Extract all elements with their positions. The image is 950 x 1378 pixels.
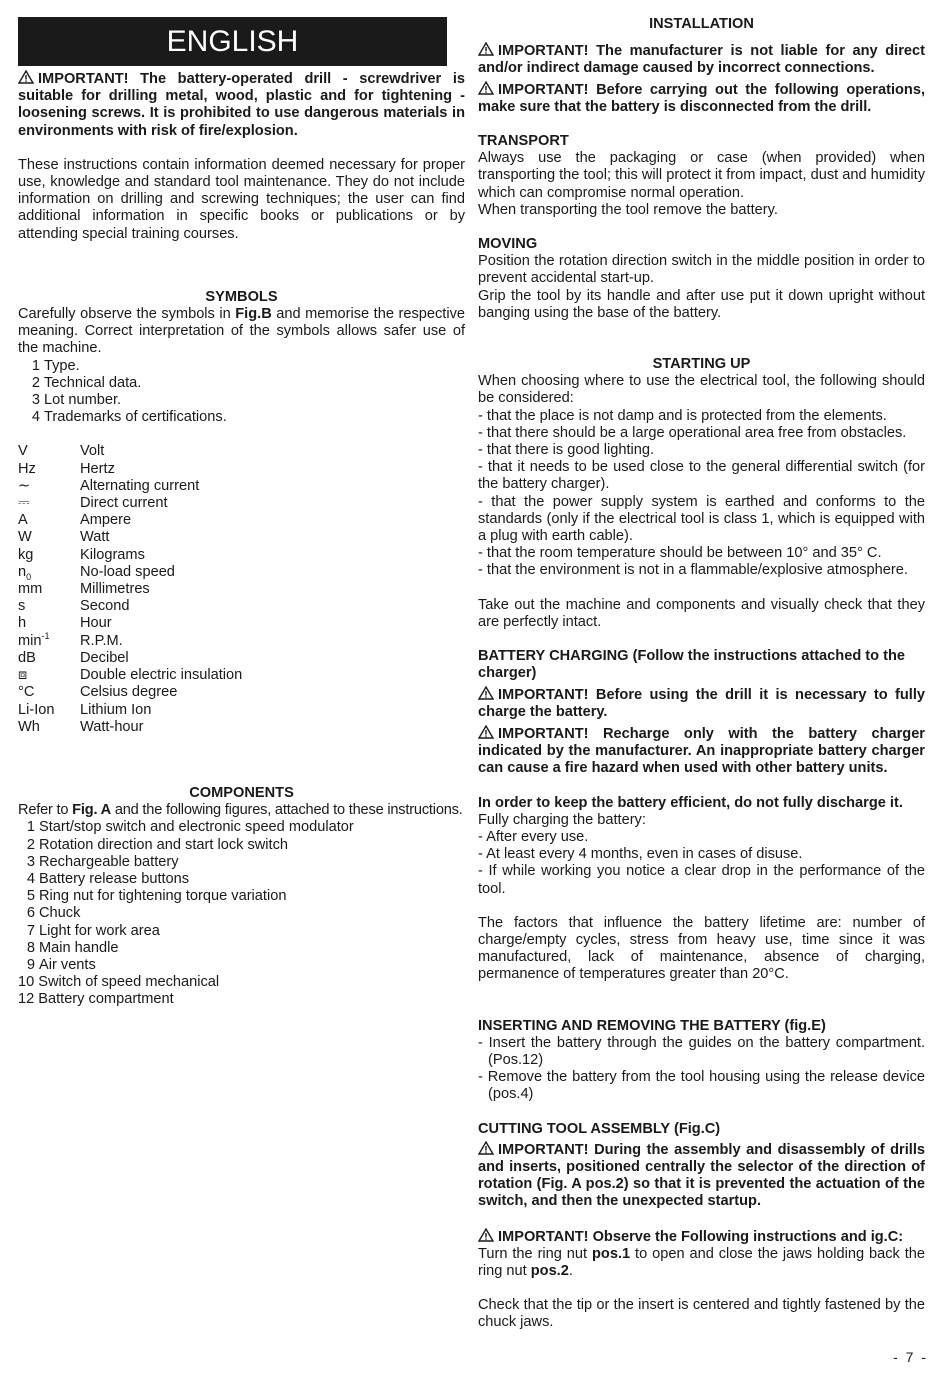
installation-heading: INSTALLATION xyxy=(649,16,754,32)
component-item xyxy=(18,940,465,957)
component-text: Rotation direction and start lock switch xyxy=(39,836,289,853)
warning-icon xyxy=(478,686,494,700)
unit-meaning: Double electric insulation xyxy=(80,667,243,684)
unit-row xyxy=(18,719,465,736)
unit-symbol-text: n xyxy=(18,563,27,580)
unit-symbol xyxy=(18,443,80,460)
component-item xyxy=(18,905,465,922)
charging-warning-2: IMPORTANT! Recharge only with the battery charger indicated by the manufacturer. An inappropriate battery charger can cause a fire hazard when used with other battery units. xyxy=(478,725,925,777)
unit-row xyxy=(18,581,465,598)
page-number: - 7 - xyxy=(893,1349,928,1365)
unit-row xyxy=(18,598,465,615)
unit-subscript: 0 xyxy=(26,571,32,582)
unit-symbol-text: W xyxy=(18,529,32,546)
unit-symbol xyxy=(18,564,80,581)
component-text: Start/stop switch and electronic speed modulator xyxy=(39,819,354,836)
unit-symbol xyxy=(18,598,80,615)
component-number: 4 xyxy=(26,870,35,887)
unit-symbol-text: min xyxy=(18,632,42,649)
unit-symbol xyxy=(18,495,80,512)
unit-meaning: Watt-hour xyxy=(80,718,144,735)
cutting-warning-1: IMPORTANT! During the assembly and disassembly of drills and inserts, positioned centrally the selector of the direction of rotation (Fig. A pos.2) so that it is prevented the actuation of the switch, and then the unexpected startup. xyxy=(478,1141,925,1210)
starting-condition: - that the place is not damp and is protected from the elements. xyxy=(478,407,887,424)
unit-meaning: Watt xyxy=(80,529,110,546)
starting-outro: Take out the machine and components and visually check that they are perfectly intact. xyxy=(478,596,925,630)
unit-meaning: Second xyxy=(80,598,130,615)
label-item-number: 3 xyxy=(31,392,40,409)
component-text: Air vents xyxy=(39,956,96,973)
label-items-list xyxy=(18,358,465,427)
unit-symbol-text: V xyxy=(18,443,28,460)
unit-meaning: Decibel xyxy=(80,649,129,666)
unit-row xyxy=(18,547,465,564)
unit-row xyxy=(18,461,465,478)
component-item xyxy=(18,974,465,991)
unit-meaning: Hertz xyxy=(80,460,115,477)
unit-meaning: Kilograms xyxy=(80,546,145,563)
unit-meaning: Volt xyxy=(80,443,105,460)
unit-row xyxy=(18,615,465,632)
component-number: 7 xyxy=(26,922,35,939)
component-item xyxy=(18,837,465,854)
unit-row xyxy=(18,529,465,546)
unit-symbol xyxy=(18,581,80,598)
efficiency-text: Fully charging the battery: xyxy=(478,811,646,828)
component-text: Battery compartment xyxy=(38,991,174,1008)
component-text: Chuck xyxy=(39,905,81,922)
warning-icon xyxy=(478,1228,494,1242)
unit-row xyxy=(18,630,465,650)
cutting-warning-2: IMPORTANT! Observe the Following instructions and ig.C: xyxy=(478,1228,925,1246)
efficiency-bold: In order to keep the battery efficient, do not fully discharge it. xyxy=(478,794,903,811)
efficiency-item: - After every use. xyxy=(478,828,589,845)
label-item xyxy=(26,392,465,409)
right-column xyxy=(478,16,925,1332)
transport-text-1: Always use the packaging or case (when provided) when transporting the tool; this will protect it from impact, dust and humidity which can compromise normal operation. xyxy=(478,150,925,201)
inserting-list xyxy=(478,1035,925,1104)
starting-condition: - that the environment is not in a flammable/explosive atmosphere. xyxy=(478,562,908,579)
unit-symbol-text: ⎓ xyxy=(18,495,30,512)
unit-symbol xyxy=(18,478,80,495)
component-item xyxy=(18,854,465,871)
label-item xyxy=(26,409,465,426)
starting-intro: When choosing where to use the electrical tool, the following should be considered: xyxy=(478,373,925,407)
inserting-heading: INSERTING AND REMOVING THE BATTERY (fig.E) xyxy=(478,1017,826,1034)
unit-meaning: Direct current xyxy=(80,495,168,512)
starting-condition: - that there should be a large operational area free from obstacles. xyxy=(478,424,907,441)
unit-symbol xyxy=(18,702,80,719)
component-text: Rechargeable battery xyxy=(39,853,179,870)
unit-symbol-text: Wh xyxy=(18,718,40,735)
component-number: 5 xyxy=(26,888,35,905)
lifetime-text: The factors that influence the battery lifetime are: number of charge/empty cycles, stress from heavy use, time since it was manufactured, lack of maintenance, absence of charging, permanence of temperatures greater than 20°C. xyxy=(478,914,925,983)
inserting-item: - Remove the battery from the tool housing using the release device (pos.4) xyxy=(478,1069,925,1103)
left-column xyxy=(18,70,465,1009)
unit-symbol-text: Hz xyxy=(18,460,36,477)
component-text: Light for work area xyxy=(39,922,160,939)
label-item-text: Type. xyxy=(44,357,80,374)
label-item-text: Lot number. xyxy=(44,392,122,409)
starting-condition: - that the power supply system is earthed and conforms to the standards (only if the electrical tool is class 1, which is equipped with a plug with earth cable). xyxy=(478,493,925,545)
label-item-number: 4 xyxy=(31,409,40,426)
unit-symbol xyxy=(18,547,80,564)
efficiency-list xyxy=(478,829,925,898)
unit-meaning: Millimetres xyxy=(80,581,150,598)
installation-warning-1: IMPORTANT! The manufacturer is not liable for any direct and/or indirect damage caused by incorrect connections. xyxy=(478,43,925,77)
component-number: 8 xyxy=(26,939,35,956)
warning-icon xyxy=(18,70,34,84)
label-item-text: Trademarks of certifications. xyxy=(44,409,227,426)
starting-heading: STARTING UP xyxy=(652,356,751,373)
language-header: ENGLISH xyxy=(18,17,447,66)
unit-symbol-text: ∼ xyxy=(18,477,31,494)
components-text: Refer to Fig. A and the following figures, attached to these instructions. xyxy=(18,802,463,819)
warning-icon xyxy=(478,1141,494,1155)
symbols-heading: SYMBOLS xyxy=(205,288,278,305)
unit-symbol xyxy=(18,461,80,478)
component-text: Battery release buttons xyxy=(39,870,190,887)
unit-symbol xyxy=(18,512,80,529)
unit-row xyxy=(18,443,465,460)
component-number: 6 xyxy=(26,905,35,922)
component-number: 9 xyxy=(26,956,35,973)
unit-symbol-text: ⧈ xyxy=(18,667,28,684)
unit-symbol-text: kg xyxy=(18,546,34,563)
unit-meaning: Celsius degree xyxy=(80,684,178,701)
unit-meaning: R.P.M. xyxy=(80,632,123,649)
unit-row xyxy=(18,702,465,719)
components-list xyxy=(18,819,465,1008)
unit-row xyxy=(18,650,465,667)
components-heading: COMPONENTS xyxy=(189,784,294,801)
component-text: Switch of speed mechanical xyxy=(38,974,220,991)
units-table xyxy=(18,443,465,735)
warning-icon xyxy=(478,42,494,56)
installation-warning-2: IMPORTANT! Before carrying out the following operations, make sure that the battery is disconnected from the drill. xyxy=(478,81,925,115)
unit-symbol xyxy=(18,630,80,650)
unit-row xyxy=(18,478,465,495)
unit-row xyxy=(18,684,465,701)
unit-superscript: -1 xyxy=(41,630,50,641)
unit-row xyxy=(18,512,465,529)
unit-symbol-text: °C xyxy=(18,684,35,701)
unit-symbol xyxy=(18,684,80,701)
starting-condition: - that there is good lighting. xyxy=(478,442,655,459)
component-item xyxy=(18,991,465,1008)
starting-conditions-list xyxy=(478,408,925,580)
component-item xyxy=(18,819,465,836)
label-item xyxy=(26,358,465,375)
inserting-item: - Insert the battery through the guides on the battery compartment. (Pos.12) xyxy=(478,1034,925,1068)
unit-symbol xyxy=(18,650,80,667)
warning-icon xyxy=(478,725,494,739)
component-item xyxy=(18,871,465,888)
unit-symbol xyxy=(18,719,80,736)
charging-warning-1: IMPORTANT! Before using the drill it is necessary to fully charge the battery. xyxy=(478,686,925,720)
transport-heading: TRANSPORT xyxy=(478,133,569,150)
moving-text-2: Grip the tool by its handle and after use put it down upright without banging using the base of the battery. xyxy=(478,287,925,321)
unit-row xyxy=(18,667,465,684)
intro-text: These instructions contain information deemed necessary for proper use, knowledge and standard tool maintenance. They do not include information on drilling and screwing techniques; the user can find additional information in specific books or publications or by attending special training courses. xyxy=(18,156,465,242)
unit-symbol-text: s xyxy=(18,598,26,615)
intro-warning: IMPORTANT! The battery-operated drill - screwdriver is suitable for drilling metal, wood, plastic and for tightening - loosening screws. It is prohibited to use dangerous materials in environments with risk of fire/explosion. xyxy=(18,71,465,139)
transport-text-2: When transporting the tool remove the battery. xyxy=(478,201,778,218)
ring-nut-text: Turn the ring nut pos.1 to open and close the jaws holding back the ring nut pos.2. xyxy=(478,1245,925,1279)
unit-meaning: Ampere xyxy=(80,512,132,529)
component-item xyxy=(18,957,465,974)
unit-meaning: Alternating current xyxy=(80,477,200,494)
component-number: 2 xyxy=(26,836,35,853)
warning-icon xyxy=(478,81,494,95)
unit-symbol-text: dB xyxy=(18,649,36,666)
component-number: 12 xyxy=(18,991,35,1008)
label-item-number: 1 xyxy=(31,357,40,374)
unit-meaning: Lithium Ion xyxy=(80,701,152,718)
unit-symbol xyxy=(18,529,80,546)
moving-text-1: Position the rotation direction switch in the middle position in order to prevent accidental start-up. xyxy=(478,253,925,287)
unit-row xyxy=(18,495,465,512)
starting-condition: - that it needs to be used close to the general differential switch (for the battery charger). xyxy=(478,459,925,493)
component-number: 3 xyxy=(26,853,35,870)
unit-symbol-text: mm xyxy=(18,581,43,598)
unit-symbol xyxy=(18,667,80,684)
starting-condition: - that the room temperature should be between 10° and 35° C. xyxy=(478,545,882,562)
cutting-heading: CUTTING TOOL ASSEMBLY (Fig.C) xyxy=(478,1120,721,1137)
component-item xyxy=(18,888,465,905)
component-text: Ring nut for tightening torque variation xyxy=(39,888,287,905)
unit-meaning: Hour xyxy=(80,615,112,632)
unit-symbol-text: A xyxy=(18,512,28,529)
component-number: 1 xyxy=(26,819,35,836)
component-text: Main handle xyxy=(39,939,119,956)
label-item-number: 2 xyxy=(31,374,40,391)
unit-symbol-text: Li-Ion xyxy=(18,701,55,718)
component-number: 10 xyxy=(18,974,35,991)
efficiency-item: - If while working you notice a clear drop in the performance of the tool. xyxy=(478,863,925,897)
moving-heading: MOVING xyxy=(478,236,538,253)
label-item xyxy=(26,375,465,392)
unit-row xyxy=(18,564,465,581)
check-text: Check that the tip or the insert is centered and tightly fastened by the chuck jaws. xyxy=(478,1297,925,1331)
charging-heading: BATTERY CHARGING (Follow the instructions attached to the charger) xyxy=(478,648,906,682)
unit-meaning: No-load speed xyxy=(80,563,175,580)
symbols-text: Carefully observe the symbols in Fig.B and memorise the respective meaning. Correct interpretation of the symbols allows safer use of the machine. xyxy=(18,306,465,357)
unit-symbol-text: h xyxy=(18,615,27,632)
label-item-text: Technical data. xyxy=(44,374,142,391)
component-item xyxy=(18,923,465,940)
efficiency-item: - At least every 4 months, even in cases of disuse. xyxy=(478,846,803,863)
